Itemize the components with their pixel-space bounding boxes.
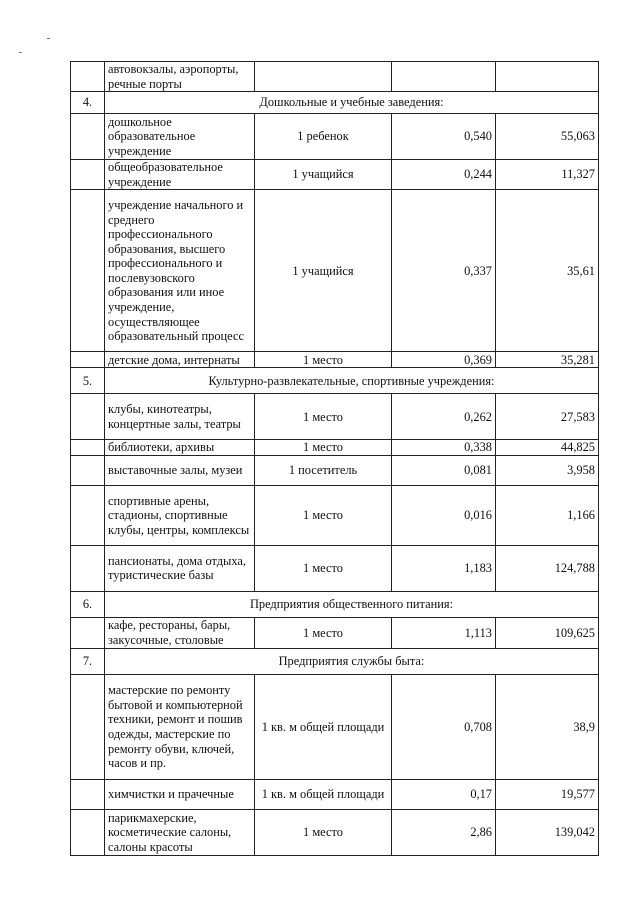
section-number: 6. <box>71 591 105 617</box>
row-number-cell <box>71 485 105 545</box>
norm-value: 35,281 <box>496 352 599 368</box>
facility-name: клубы, кинотеатры, концертные залы, театры <box>105 394 255 440</box>
norm-value: 11,327 <box>496 160 599 190</box>
table-row <box>71 779 599 809</box>
measure-unit: 1 ребенок <box>255 114 392 160</box>
measure-unit: 1 место <box>255 440 392 456</box>
measure-unit: 1 посетитель <box>255 455 392 485</box>
facility-name: дошкольное образовательное учреждение <box>105 114 255 160</box>
measure-unit: 1 учащийся <box>255 160 392 190</box>
row-number-cell <box>71 114 105 160</box>
scan-mark <box>19 52 22 53</box>
table-row <box>71 674 599 779</box>
row-number-cell <box>71 352 105 368</box>
norm-value: 124,788 <box>496 545 599 591</box>
coefficient-value: 0,337 <box>392 190 496 352</box>
norm-value: 55,063 <box>496 114 599 160</box>
measure-unit: 1 место <box>255 394 392 440</box>
section-title: Предприятия службы быта: <box>105 648 599 674</box>
measure-unit: 1 учащийся <box>255 190 392 352</box>
table-row <box>71 440 599 456</box>
row-number-cell <box>71 455 105 485</box>
table-row <box>71 62 599 92</box>
section-row <box>71 92 599 114</box>
section-title: Культурно-развлекательные, спортивные учреждения: <box>105 368 599 394</box>
norm-value: 44,825 <box>496 440 599 456</box>
facility-name: общеобразовательное учреждение <box>105 160 255 190</box>
table-row <box>71 114 599 160</box>
coefficient-value: 0,540 <box>392 114 496 160</box>
row-number-cell <box>71 545 105 591</box>
measure-unit: 1 место <box>255 485 392 545</box>
table-row <box>71 352 599 368</box>
row-number-cell <box>71 190 105 352</box>
row-number-cell <box>71 674 105 779</box>
section-number: 4. <box>71 92 105 114</box>
section-title: Дошкольные и учебные заведения: <box>105 92 599 114</box>
row-number-cell <box>71 809 105 855</box>
coefficient-value: 1,183 <box>392 545 496 591</box>
row-number-cell <box>71 440 105 456</box>
coefficient-value: 0,244 <box>392 160 496 190</box>
section-number: 7. <box>71 648 105 674</box>
row-number-cell <box>71 779 105 809</box>
norm-value: 109,625 <box>496 617 599 648</box>
facility-name: парикмахерские, косметические салоны, салоны красоты <box>105 809 255 855</box>
norm-value: 38,9 <box>496 674 599 779</box>
section-title: Предприятия общественного питания: <box>105 591 599 617</box>
facility-name: химчистки и прачечные <box>105 779 255 809</box>
norm-value: 1,166 <box>496 485 599 545</box>
norm-value <box>496 62 599 92</box>
facility-name: детские дома, интернаты <box>105 352 255 368</box>
coefficient-value: 0,262 <box>392 394 496 440</box>
row-number-cell <box>71 394 105 440</box>
measure-unit: 1 кв. м общей площади <box>255 674 392 779</box>
section-number: 5. <box>71 368 105 394</box>
table-row <box>71 190 599 352</box>
table-row <box>71 455 599 485</box>
facility-name: спортивные арены, стадионы, спортивные клубы, центры, комплексы <box>105 485 255 545</box>
facility-name: пансионаты, дома отдыха, туристические базы <box>105 545 255 591</box>
table-row <box>71 545 599 591</box>
row-number-cell <box>71 160 105 190</box>
table-row <box>71 617 599 648</box>
table-row <box>71 809 599 855</box>
section-row <box>71 591 599 617</box>
table-row <box>71 485 599 545</box>
measure-unit: 1 место <box>255 809 392 855</box>
coefficient-value: 0,17 <box>392 779 496 809</box>
coefficient-value: 1,113 <box>392 617 496 648</box>
table-body <box>71 62 599 856</box>
table-row <box>71 394 599 440</box>
facility-name: учреждение начального и среднего профессионального образования, высшего профессионального и послевузовского образования или иное учреждение, осуществляющее образовательный процесс <box>105 190 255 352</box>
norm-value: 139,042 <box>496 809 599 855</box>
row-number-cell <box>71 62 105 92</box>
coefficient-value: 0,081 <box>392 455 496 485</box>
measure-unit: 1 место <box>255 545 392 591</box>
tariff-table <box>70 61 599 856</box>
facility-name: библиотеки, архивы <box>105 440 255 456</box>
norm-value: 3,958 <box>496 455 599 485</box>
norm-value: 27,583 <box>496 394 599 440</box>
norm-value: 19,577 <box>496 779 599 809</box>
measure-unit: 1 кв. м общей площади <box>255 779 392 809</box>
coefficient-value: 2,86 <box>392 809 496 855</box>
coefficient-value: 0,016 <box>392 485 496 545</box>
section-row <box>71 648 599 674</box>
row-number-cell <box>71 617 105 648</box>
coefficient-value: 0,708 <box>392 674 496 779</box>
coefficient-value: 0,338 <box>392 440 496 456</box>
facility-name: кафе, рестораны, бары, закусочные, столовые <box>105 617 255 648</box>
norm-value: 35,61 <box>496 190 599 352</box>
table-row <box>71 160 599 190</box>
facility-name: выставочные залы, музеи <box>105 455 255 485</box>
coefficient-value: 0,369 <box>392 352 496 368</box>
measure-unit <box>255 62 392 92</box>
coefficient-value <box>392 62 496 92</box>
facility-name: автовокзалы, аэропорты, речные порты <box>105 62 255 92</box>
scan-mark <box>47 38 50 39</box>
section-row <box>71 368 599 394</box>
facility-name: мастерские по ремонту бытовой и компьютерной техники, ремонт и пошив одежды, мастерские по ремонту обуви, ключей, часов и пр. <box>105 674 255 779</box>
measure-unit: 1 место <box>255 617 392 648</box>
measure-unit: 1 место <box>255 352 392 368</box>
